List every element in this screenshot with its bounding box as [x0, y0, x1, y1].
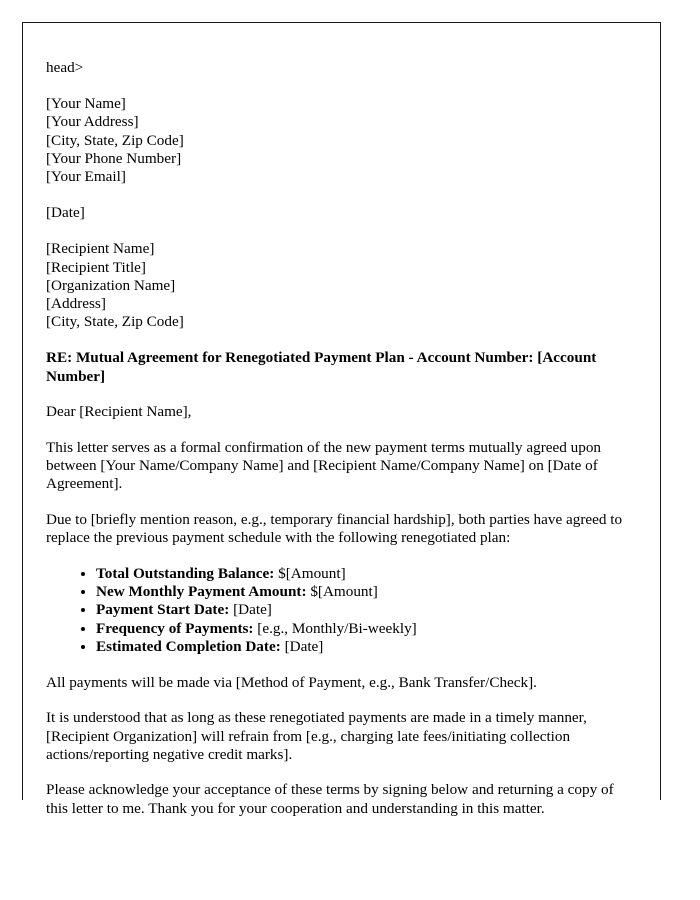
letter-content: [46, 59, 638, 835]
recipient-name: [Recipient Name]: [46, 240, 155, 258]
list-item: [96, 601, 638, 619]
sender-city-state-zip: [City, State, Zip Code]: [46, 131, 184, 149]
term-value: [Date]: [233, 601, 272, 619]
term-value: [Date]: [284, 638, 324, 656]
sender-email: [Your Email]: [46, 168, 126, 186]
subject-line: RE: Mutual Agreement for Renegotiated Payment Plan - Account Number: [Account Number]: [46, 349, 597, 385]
sender-street: [Your Address]: [46, 113, 139, 131]
term-value: $[Amount]: [278, 564, 346, 582]
term-label: Frequency of Payments:: [96, 619, 254, 637]
term-label: New Monthly Payment Amount:: [96, 583, 307, 601]
sender-address-block: [46, 95, 638, 186]
list-item: [96, 583, 638, 601]
letter-page: [22, 22, 661, 817]
body-paragraph-2: Due to [briefly mention reason, e.g., temporary financial hardship], both parties have agreed to replace the previous payment schedule with the following renegotiated plan:: [46, 510, 623, 547]
list-item: [96, 620, 638, 638]
payment-terms-list: [46, 565, 638, 657]
recipient-address-block: [46, 240, 638, 331]
term-label: Estimated Completion Date:: [96, 638, 281, 656]
body-paragraph-4: It is understood that as long as these renegotiated payments are made in a timely manner, [Recipient Organization] will refrain from [e.g., charging late fees/initiating collection actions/reporting negative credit marks].: [46, 709, 587, 763]
date-line: [Date]: [46, 204, 85, 222]
body-paragraph-1: This letter serves as a formal confirmation of the new payment terms mutually agreed upon between [Your Name/Company Name] and [Recipient Name/Company Name] on [Date of Agreement].: [46, 438, 602, 493]
sender-name: [Your Name]: [46, 95, 126, 113]
recipient-city-state-zip: [City, State, Zip Code]: [46, 313, 184, 331]
recipient-street: [Address]: [46, 295, 106, 313]
term-value: $[Amount]: [310, 583, 378, 601]
term-label: Payment Start Date:: [96, 601, 230, 619]
recipient-title: [Recipient Title]: [46, 258, 146, 276]
recipient-organization: [Organization Name]: [46, 276, 176, 294]
letter-date: [46, 204, 638, 222]
term-label: Total Outstanding Balance:: [96, 564, 275, 582]
sender-phone: [Your Phone Number]: [46, 149, 182, 167]
term-value: [e.g., Monthly/Bi-weekly]: [257, 619, 417, 637]
salutation: Dear [Recipient Name],: [46, 403, 192, 421]
body-paragraph-3: All payments will be made via [Method of Payment, e.g., Bank Transfer/Check].: [46, 673, 537, 691]
body-paragraph-5: Please acknowledge your acceptance of these terms by signing below and returning a copy of this letter to me. Thank you for your cooperation and understanding in this matter.: [46, 781, 614, 817]
list-item: [96, 565, 638, 583]
list-item: [96, 638, 638, 656]
html-tag-fragment: head>: [46, 59, 84, 76]
